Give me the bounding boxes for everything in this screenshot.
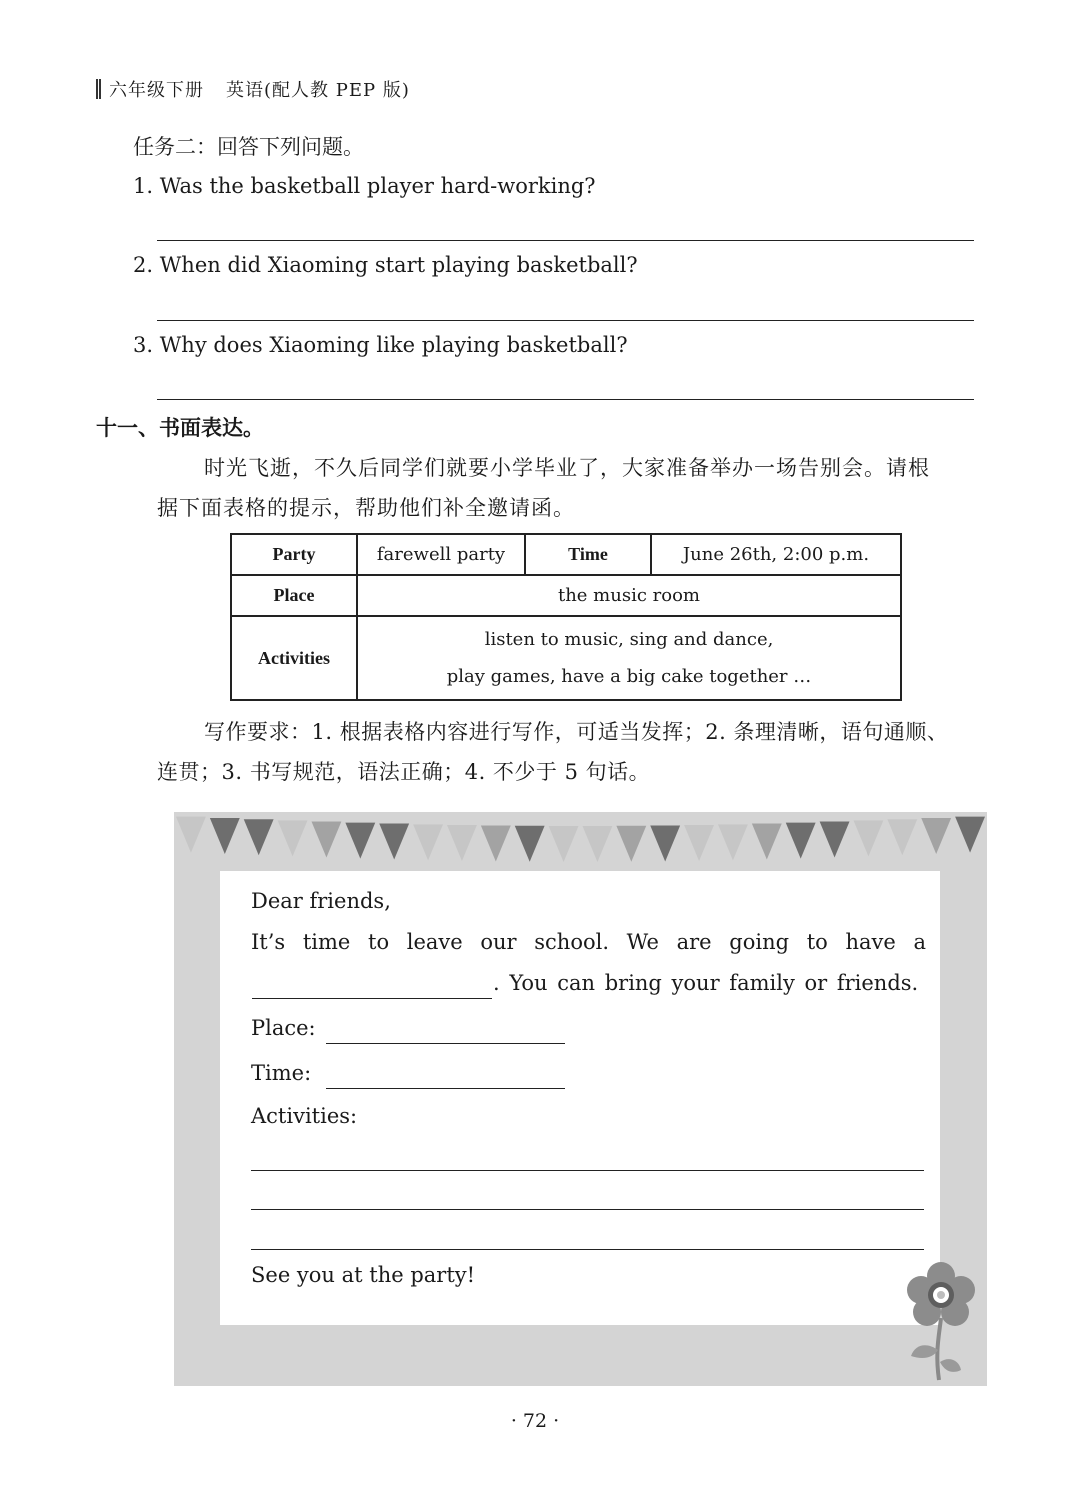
bunting-flag [447, 825, 477, 861]
word: are [676, 930, 712, 954]
bunting-flag [549, 826, 579, 862]
bunting-flag [481, 825, 511, 861]
activities-line-2: play games, have a big cake together … [446, 666, 812, 687]
word: time [302, 930, 351, 954]
activities-line-1: listen to music, sing and dance, [484, 629, 774, 650]
letter-closing: See you at the party! [251, 1263, 476, 1287]
bunting-flag [921, 818, 951, 854]
party-value: farewell party [357, 534, 525, 575]
question-1: 1. Was the basketball player hard-working? [133, 174, 596, 198]
bunting-flag [650, 825, 680, 861]
answer-line-1[interactable] [157, 240, 974, 241]
bunting-flag [413, 824, 443, 860]
place-value: the music room [357, 575, 901, 616]
word: We [626, 930, 659, 954]
bunting-flag [515, 826, 545, 862]
party-info-table [230, 533, 902, 701]
place-label: Place [231, 575, 357, 616]
bunting-flag [583, 826, 613, 862]
question-3: 3. Why does Xiaoming like playing basketball? [133, 333, 628, 357]
activities-value [357, 616, 901, 700]
letter-place-label: Place: [251, 1016, 316, 1040]
time-value: June 26th, 2:00 p.m. [651, 534, 901, 575]
word: to [368, 930, 390, 954]
time-blank[interactable] [326, 1088, 565, 1089]
bunting-flag [176, 817, 206, 853]
bunting-flag [244, 819, 274, 855]
header-grade: 六年级下册 [109, 80, 204, 101]
requirements-line-2: 连贯；3. 书写规范，语法正确；4. 不少于 5 句话。 [157, 760, 651, 784]
bunting-flag [278, 820, 308, 856]
bunting-flag [718, 824, 748, 860]
intro-line-2: 据下面表格的提示，帮助他们补全邀请函。 [157, 496, 575, 520]
answer-line-2[interactable] [157, 320, 974, 321]
word: have [845, 930, 896, 954]
bunting-flag [820, 822, 850, 858]
section-11-title: 十一、书面表达。 [96, 416, 264, 440]
word: It’s [251, 930, 286, 954]
word: our [480, 930, 517, 954]
activities-blank-1[interactable] [251, 1170, 924, 1171]
bunting-flag [887, 819, 917, 855]
header-subject: 英语(配人教 PEP 版) [226, 80, 410, 101]
letter-activities-label: Activities: [251, 1104, 358, 1128]
bunting-flag [345, 823, 375, 859]
table-row [231, 575, 901, 616]
bunting-flag [379, 824, 409, 860]
intro-line-1: 时光飞逝，不久后同学们就要小学毕业了，大家准备举办一场告别会。请根 [204, 456, 930, 480]
word: leave [406, 930, 463, 954]
word: to [806, 930, 828, 954]
bunting-flag [854, 820, 884, 856]
party-blank[interactable] [252, 998, 492, 999]
word: school. [534, 930, 609, 954]
letter-line-1 [251, 930, 926, 954]
task2-title: 任务二：回答下列问题。 [133, 135, 364, 159]
place-blank[interactable] [326, 1043, 565, 1044]
activities-blank-3[interactable] [251, 1249, 924, 1250]
bunting-flag [616, 826, 646, 862]
header-bar-icon [96, 79, 101, 99]
activities-label: Activities [231, 616, 357, 700]
letter-line-2-tail: . You can bring your family or friends. [493, 971, 919, 995]
time-label: Time [525, 534, 651, 575]
letter-greeting: Dear friends, [251, 889, 391, 913]
flower-icon [905, 1262, 977, 1386]
bunting-flags [174, 812, 987, 872]
requirements-line-1: 写作要求：1. 根据表格内容进行写作，可适当发挥；2. 条理清晰，语句通顺、 [204, 720, 949, 744]
table-row [231, 534, 901, 575]
bunting-flag [955, 817, 985, 853]
bunting-flag [752, 824, 782, 860]
question-2: 2. When did Xiaoming start playing basketball? [133, 253, 638, 277]
bunting-flag [786, 823, 816, 859]
answer-line-3[interactable] [157, 399, 974, 400]
bunting-flag [312, 822, 342, 858]
letter-time-label: Time: [251, 1061, 312, 1085]
bunting-flag [684, 825, 714, 861]
page-number: · 72 · [510, 1410, 560, 1432]
word: a [913, 930, 926, 954]
word: going [729, 930, 790, 954]
table-row [231, 616, 901, 700]
party-label: Party [231, 534, 357, 575]
running-header [96, 76, 410, 102]
bunting-flag [210, 818, 240, 854]
activities-blank-2[interactable] [251, 1209, 924, 1210]
